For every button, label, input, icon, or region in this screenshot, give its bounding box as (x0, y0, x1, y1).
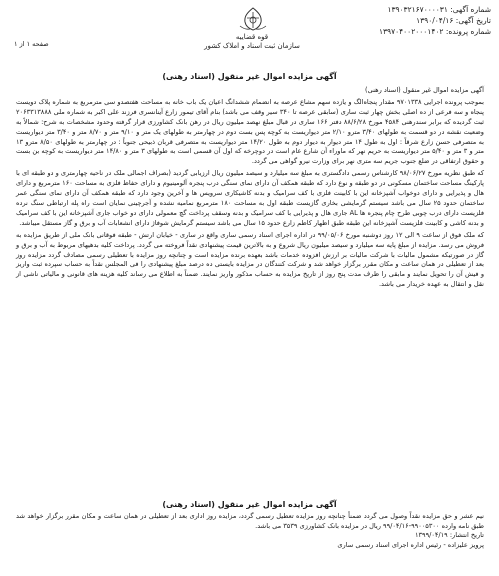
notice-title: آگهی مزایده اموال غیر منقول (اسناد رهنی) (162, 72, 337, 81)
notice-body (16, 86, 484, 292)
page-number: صفحه ۱ از ۱ (14, 40, 49, 48)
org-line-1: قوه قضاییه (235, 33, 269, 41)
notice-title-secondary: آگهی مزایده اموال غیر منقول (اسناد رهنی) (162, 500, 337, 509)
organization-name (182, 33, 322, 51)
notice-paragraph: نیم عشر و حق مزایده نقداً وصول می گردد ضمناً چنانچه روز مزایده تعطیل رسمی گردد، مزایده روز اداری بعد از تعطیلی در همان ساعت و مکان مقرر برگزار خواهد شد طبق نامه وارده ۹۹۰۰۵۳۰۰-۹۹/۰۴/۱۶ ریال در مزایده بانک کشاورزی ۳۵۳۹ می باشد. (16, 512, 484, 530)
notice-body-secondary (16, 512, 484, 550)
notice-date: تاریخ آگهی: ۱۳۹۰/۰۴/۱۶ (416, 16, 491, 25)
judiciary-emblem-icon (236, 6, 270, 32)
notice-paragraph: بموجب پرونده اجرایی ۹۷۰۱۳۳۸ مقدار پنجاه‌الگ و یازده سهم مشاع عرصه به انضمام ششدانگ اعیان یک باب خانه به مساحت هفتصدو سی مترمربع به شماره پلاک دویست پنجاه و سه فرعی از ده اصلی بخش چهار ثبت ساری (سابقی عرصه تا ۳۴۰ سیر وقف می باشد) بنام آقای تیمور زارع آینانسری فرزند علی اکبر به شماره ملی ۲۰۶۳۳۱۳۸۸۸ ثبت گردیده که برابر سندرهنی ۴۵۸۴ مورخ ۸۸/۶/۲۸ دفتر ۱۶۶ ساری در قبال مبلغ نهصد میلیون ریال در رهن بانک کشاورزی قرار گرفته وحدود مشخصات به شرح: شمالاً به وضعیت نقشه در دو قسمت به طولهای ۳/۴۰ مترو ۲/۱۰ متر دیواریست به کوچه پس بست دوم در چهارمتر به طولهای یک متر و ۹/۱۰ متر و ۸/۷۰ متر و ۳/۴۰ متر دیواریست به متصرفی حسن زارع شرقاً : اول به طول ۱۴ متر دیوار به دیوار دوم به طول ۱۴/۲۰ متر دیواریست به متصرفی قربان ذبیحی جنوباً : در چهارمتر به طولهای ۸/۵۰ مترو ۱۳ متر و ۳ متر و ۵/۴۰ متر دیواریست به حریم نهر که ماوراء آن شارع عام است در دوچرخه که اول آن قسمی است به طولهای ۳ متر و ۱۴/۸۰ متر دیواریست به کوچه بن بست و حقوق ارتفاقی در ضلع جنوب جریم سه متری نهر برای وزارت نیرو گواهی می گردد. (16, 97, 484, 166)
notice-paragraph: آگهی مزایده اموال غیر منقول (اسناد رهنی) (365, 86, 484, 94)
notice-paragraph: که ملک فوق از ساعت ۹ الی ۱۲ روز دوشنبه مورخ ۹۹/۰۵/۰۶ در اداره اجرای اسناد رسمی ساری واقع در ساری - خیابان ارتش - طبقه فوقانی بانک ملی از طریق مزایده به فروش می رسد. مزایده از مبلغ پایه سه میلیارد و سیصد میلیون ریال شروع و به بالاترین قیمت پیشنهادی نقداً فروخته می گردد. پرداخت کلیه بدهیهای مربوط به آب و برق و گاز در صورتیکه مشمول مالیات با شرکت مالیات بر ارزش افزوده خدمات باشد بعهده برنده مزایده است و چنانچه روز مزایده با تعطیلی رسمی مصادف گردد مزایده روز بعد از تعطیلی در همان ساعت و مکان مقرر برگزار خواهد شد و شرکت کنندگان در مزایده بایستی ده درصد مبلغ پیشنهادی را فی المجلس نقداً به حساب سپرده ثبت واریز و فیش آن را تحویل نمایند و مابقی را ظرف مدت پنج روز از تاریخ مزایده به حساب مذکور واریز نمایند. ضمناً به اطلاع می رساند کلیه هزینه های قانونی و مالیاتی ناشی از نقل و انتقال به عهده خریدار می باشد. (16, 230, 485, 289)
signatory: پرویز علیزاده - رئیس اداره اجرای اسناد رسمی ساری (337, 540, 484, 549)
file-number: شماره پرونده: ۱۳۹۷۰۴۰۰۲۰۰۰۱۴۰۲ (378, 27, 491, 36)
notice-number: شماره آگهی: ۱۳۹۰۳۲۱۶۷۰۰۰۰۳۱ (387, 5, 491, 14)
notice-paragraph: که طبق نظریه مورخ ۹۸/۰۶/۲۷ کارشناس رسمی دادگستری به مبلغ سه میلیارد و سیصد میلیون ریال ارزیابی گردید (بصراف اجمالی ملک در ناحیه چهارمتری و دو طبقه ای با پارکینگ مساحت ساختمان مسکونی در دو طبقه و نوع دارد که طبقه همکف آن دارای نمای سنگی درب پنجره آلومینیوم و دارای حفاظ فلزی به مساحت ۱۶۰ مترمربع و دارای هال و پذیرایی و دارای دوخواب آشپزخانه این با کابینت فلزی با کف سرامیک و بدنه کاشیکاری سرویس ها و آخرین وجود دارد که طبقه همکف آن دارای نمای سنگی عمر ساختمان حدود ۲۵ سال می باشد سیستم گرمایشی بخاری گازیست طبقه اول به مساحت ۱۸۰ مترمربع نمامیه نشده و آجرچینی نمایان است راه پله ارتباطی سنگ نرده فلزیست دارای درب چوبی طرح چام پنجره ها AL جاری هال و پذیرایی با کف سرامیک و بدنه وسقف پرداخت گچ معمولی دارای دو خواب جاری آشپزخانه این با کف سرامیک و بدنه کاشی و کابینت فلزیست آشپزخانه این طبقه طبق اظهار کاظم زارع حدود ۱۵ سال می باشد سیستم گرمایش شوفاژ دارای انشعابات آب و برق و گاز مستقل میباشد. (16, 169, 484, 227)
publish-date: تاریخ انتشار: ۱۳۹۹/۰۴/۱۹ (414, 531, 484, 540)
org-line-2: سازمان ثبت اسناد و املاک کشور (204, 42, 300, 50)
